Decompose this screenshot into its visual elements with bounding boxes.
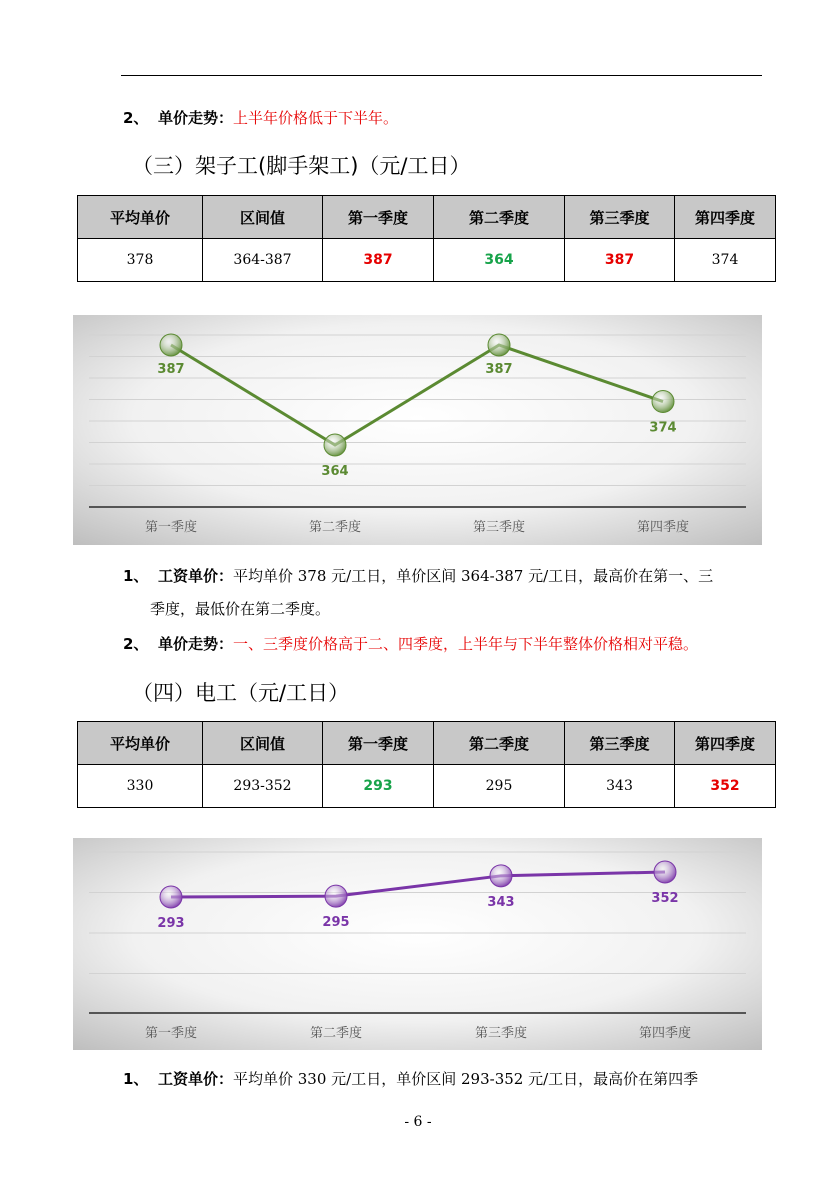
category-label: 第四季度 [638, 1026, 692, 1041]
section4-line-chart [73, 838, 762, 1050]
note-label: 单价走势： [157, 109, 233, 127]
note-text: 上半年价格低于下半年。 [233, 109, 399, 127]
table-header-row [78, 722, 776, 765]
category-label: 第一季度 [144, 520, 198, 535]
section4-price-table [77, 721, 776, 808]
data-point [160, 334, 182, 356]
cell-q2: 295 [434, 765, 565, 808]
cell-q3: 387 [565, 239, 675, 282]
cell-q1: 387 [323, 239, 434, 282]
note-label: 工资单价： [157, 1070, 233, 1088]
category-label: 第四季度 [636, 520, 690, 535]
section3-title: （三）架子工(脚手架工)（元/工日） [132, 154, 471, 178]
col-q3: 第三季度 [565, 196, 675, 239]
data-point [490, 865, 512, 887]
note-text: 平均单价 378 元/工日，单价区间 364-387 元/工日，最高价在第一、三 [233, 567, 714, 585]
category-label: 第三季度 [472, 520, 526, 535]
note-number: 1、 [123, 1070, 149, 1088]
chart-canvas [73, 315, 762, 545]
note-number: 2、 [123, 109, 149, 127]
note-number: 2、 [123, 635, 149, 653]
cell-avg-price: 330 [78, 765, 203, 808]
cell-q4: 374 [675, 239, 776, 282]
table-row [78, 765, 776, 808]
header-rule [121, 75, 762, 76]
col-range: 区间值 [203, 196, 323, 239]
cell-q2: 364 [434, 239, 565, 282]
note-text: 一、三季度价格高于二、四季度，上半年与下半年整体价格相对平稳。 [233, 635, 699, 653]
col-q1: 第一季度 [323, 722, 434, 765]
cell-range: 293-352 [203, 765, 323, 808]
data-label: 295 [322, 915, 350, 931]
col-q1: 第一季度 [323, 196, 434, 239]
data-label: 364 [321, 464, 349, 479]
data-label: 387 [485, 362, 513, 377]
data-point [325, 885, 347, 907]
data-point [324, 434, 346, 456]
data-label: 293 [157, 916, 185, 931]
category-label: 第二季度 [309, 1026, 363, 1041]
category-label: 第二季度 [308, 520, 362, 535]
col-avg-price: 平均单价 [78, 722, 203, 765]
col-q2: 第二季度 [434, 196, 565, 239]
note-number: 1、 [123, 567, 149, 585]
cell-avg-price: 378 [78, 239, 203, 282]
note-text: 平均单价 330 元/工日，单价区间 293-352 元/工日，最高价在第四季 [233, 1070, 699, 1088]
page-number: - 6 - [404, 1114, 432, 1130]
col-range: 区间值 [203, 722, 323, 765]
note-label: 单价走势： [157, 635, 233, 653]
cell-q4: 352 [675, 765, 776, 808]
col-q4: 第四季度 [675, 722, 776, 765]
table-row [78, 239, 776, 282]
section4-title: （四）电工（元/工日） [132, 681, 350, 705]
note-label: 工资单价： [157, 567, 233, 585]
table-header-row [78, 196, 776, 239]
section3-price-note-cont: 季度，最低价在第二季度。 [150, 600, 331, 618]
col-avg-price: 平均单价 [78, 196, 203, 239]
data-point [652, 391, 674, 413]
cell-q1: 293 [323, 765, 434, 808]
top-trend-note [123, 107, 398, 128]
col-q4: 第四季度 [675, 196, 776, 239]
chart-canvas [73, 838, 762, 1050]
section3-price-table [77, 195, 776, 282]
data-label: 387 [157, 362, 185, 377]
section4-price-note [123, 1068, 698, 1089]
category-label: 第三季度 [474, 1026, 528, 1041]
col-q3: 第三季度 [565, 722, 675, 765]
cell-q3: 343 [565, 765, 675, 808]
data-point [160, 886, 182, 908]
data-point [488, 334, 510, 356]
col-q2: 第二季度 [434, 722, 565, 765]
data-point [654, 861, 676, 883]
data-label: 352 [651, 891, 679, 906]
category-label: 第一季度 [144, 1026, 198, 1041]
section3-price-note [123, 565, 713, 586]
data-label: 343 [487, 894, 515, 910]
cell-range: 364-387 [203, 239, 323, 282]
section3-trend-note [123, 633, 698, 654]
data-label: 374 [649, 420, 677, 436]
section3-line-chart [73, 315, 762, 545]
